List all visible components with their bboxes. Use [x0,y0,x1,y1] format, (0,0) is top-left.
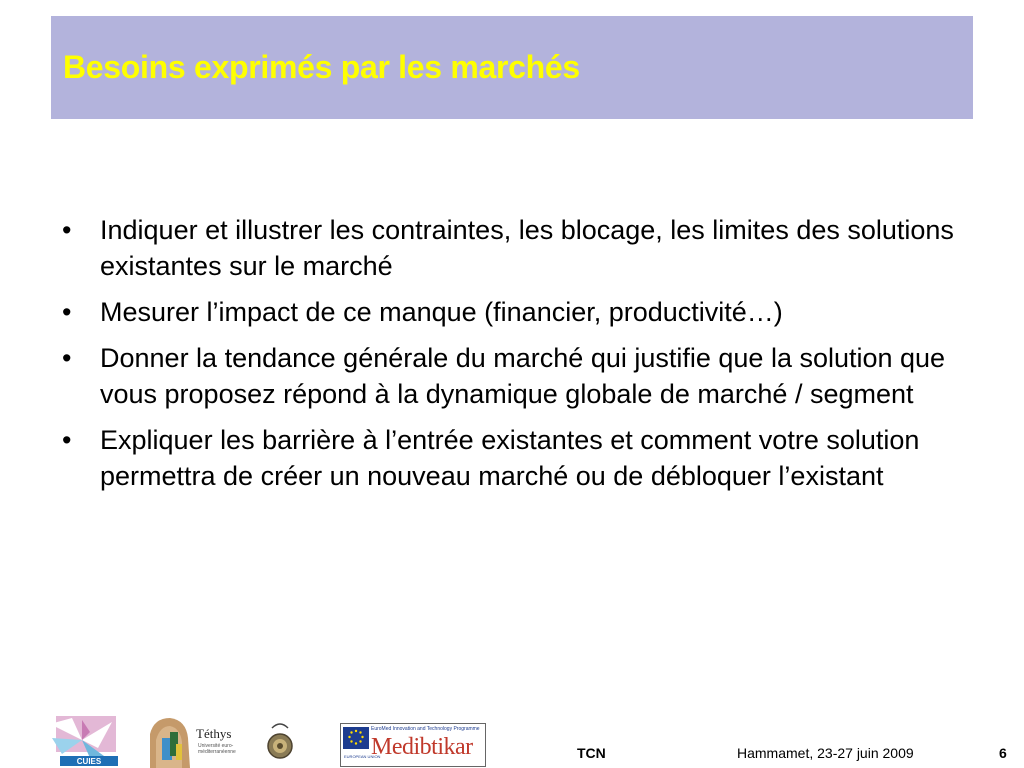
bullet-item [62,212,972,284]
cuies-logo-icon [42,714,120,768]
bullet-icon: • [62,343,72,373]
eu-flag-icon [343,727,369,749]
bullet-icon: • [62,425,72,455]
slide-footer [0,700,1024,768]
footer-center-label: TCN [577,745,606,761]
bullet-item [62,340,972,412]
bullet-item [62,422,972,494]
bullet-text: Mesurer l’impact de ce manque (financier, productivité…) [100,297,783,327]
tethys-subtitle: Université euro-méditerranéenne [198,743,236,755]
tethys-name: Téthys [196,726,232,741]
bullet-list [62,212,972,504]
medibtikar-tagline: EuroMed Innovation and Technology Programme [371,726,480,732]
medibtikar-name: Medibtikar [371,734,473,760]
bullet-item [62,294,972,330]
medibtikar-logo [340,723,486,767]
page-number: 6 [999,745,1007,761]
tethys-statue-icon [140,714,196,768]
eu-label: EUROPEAN UNION [344,754,381,759]
tethys-logo [140,714,252,768]
university-seal-icon [266,720,294,764]
title-band [51,16,973,119]
bullet-text: Indiquer et illustrer les contraintes, les blocage, les limites des solutions existantes sur le marché [100,215,954,281]
university-seal-logo [266,720,294,764]
footer-date: Hammamet, 23-27 juin 2009 [737,745,914,761]
bullet-icon: • [62,297,72,327]
bullet-text: Donner la tendance générale du marché qui justifie que la solution que vous proposez répond à la dynamique globale de marché / segment [100,343,946,409]
cuies-label: CUIES [76,757,102,766]
bullet-icon: • [62,215,72,245]
slide-title: Besoins exprimés par les marchés [63,49,580,85]
bullet-text: Expliquer les barrière à l’entrée existantes et comment votre solution permettra de créer un nouveau marché ou de débloquer l’existant [100,425,920,491]
cuies-logo [42,714,120,768]
